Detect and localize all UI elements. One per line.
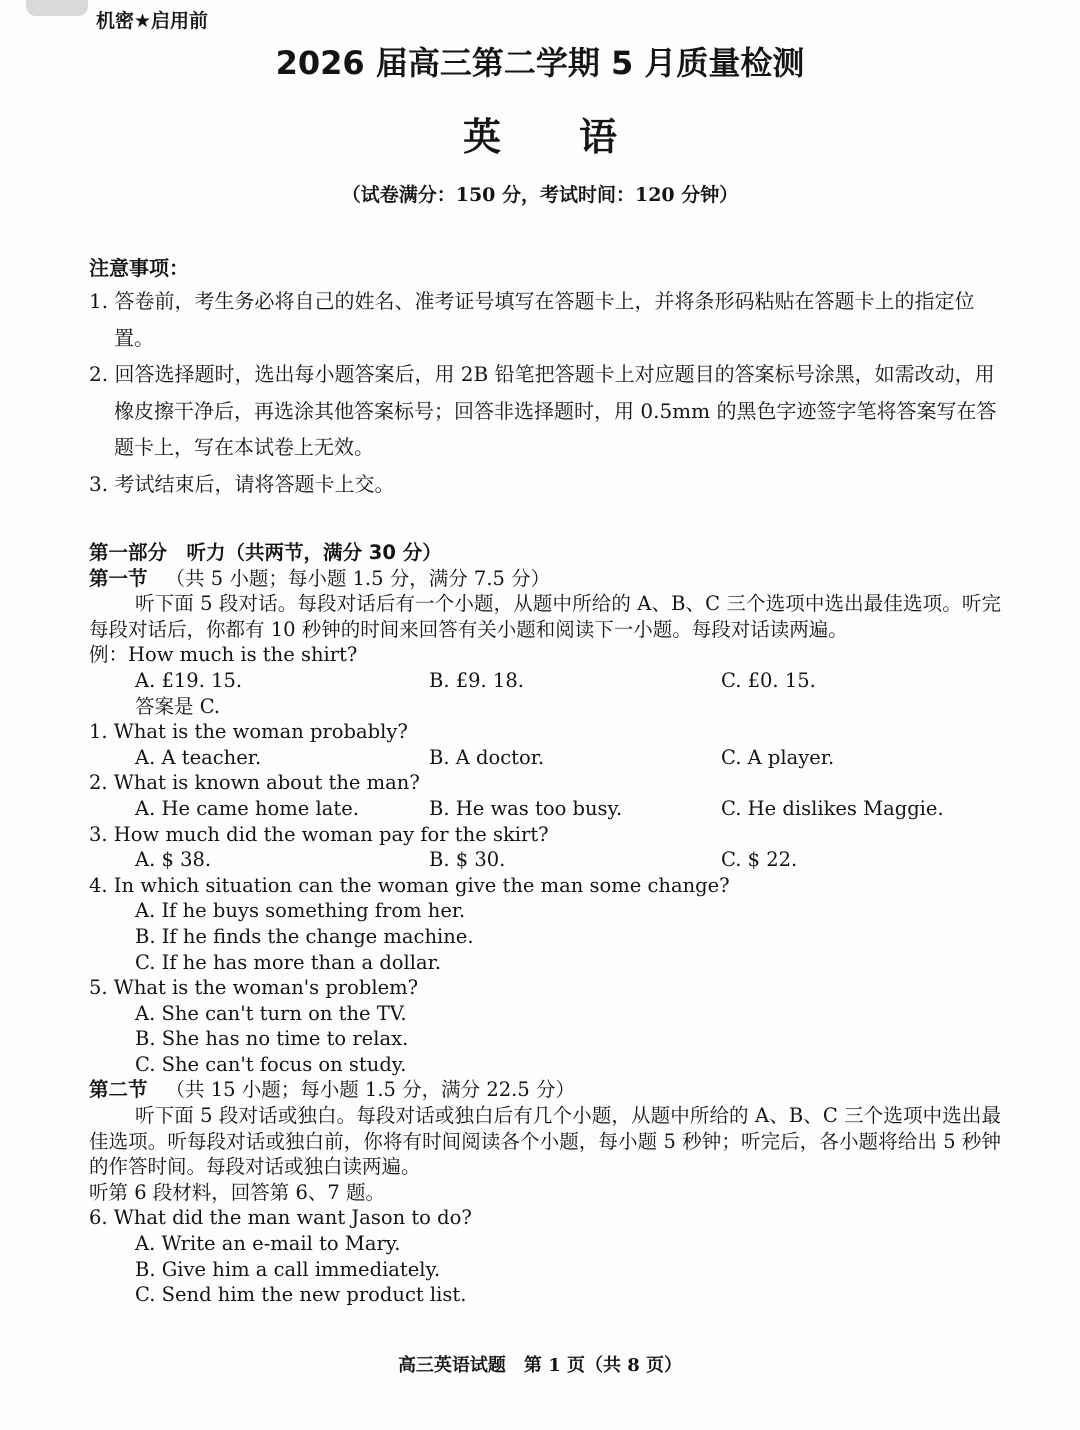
option-a: A. She can't turn on the TV. xyxy=(135,1001,407,1025)
option-a: A. If he buys something from her. xyxy=(135,899,466,923)
question-5: 5. What is the woman's problem? xyxy=(89,976,419,1000)
option-c: C. Send him the new product list. xyxy=(135,1283,467,1307)
option-c: C. $ 22. xyxy=(721,848,798,872)
scan-corner-mark xyxy=(26,0,88,16)
option-b: B. $ 30. xyxy=(429,848,506,872)
option-b: B. A doctor. xyxy=(429,745,545,769)
exam-title: 2026 届高三第二学期 5 月质量检测 xyxy=(275,44,805,82)
question-2: 2. What is known about the man? xyxy=(89,771,420,795)
option-b: B. She has no time to relax. xyxy=(135,1027,409,1051)
option-a: A. $ 38. xyxy=(135,848,212,872)
option-b: B. £9. 18. xyxy=(429,668,524,692)
question-3-options xyxy=(89,847,1001,873)
listening-part xyxy=(89,540,1001,1308)
option-c: C. He dislikes Maggie. xyxy=(721,796,944,820)
option-c: C. A player. xyxy=(721,745,835,769)
question-1: 1. What is the woman probably? xyxy=(89,720,408,744)
option-a: A. Write an e-mail to Mary. xyxy=(135,1232,401,1256)
option-b: B. Give him a call immediately. xyxy=(135,1257,441,1281)
note-item: 1. 答卷前，考生务必将自己的姓名、准考证号填写在答题卡上，并将条形码粘贴在答题卡上的指定位置。 xyxy=(89,289,975,350)
option-a: A. £19. 15. xyxy=(135,668,243,692)
notes-heading: 注意事项： xyxy=(89,256,189,280)
section2-title: 第二节 xyxy=(89,1078,148,1102)
question-6: 6. What did the man want Jason to do? xyxy=(89,1206,472,1230)
note-item: 3. 考试结束后，请将答题卡上交。 xyxy=(89,471,395,496)
subject-title: 英语 xyxy=(462,115,695,159)
question-4: 4. In which situation can the woman give the man some change? xyxy=(89,873,730,897)
note-item: 2. 回答选择题时，选出每小题答案后，用 2B 铅笔把答题卡上对应题目的答案标号涂黑，如需改动，用橡皮擦干净后，再选涂其他答案标号；回答非选择题时，用 0.5mm 的黑色字迹签字笔将答案写在答题卡上，写在本试卷上无效。 xyxy=(89,362,997,459)
material-intro: 听第 6 段材料，回答第 6、7 题。 xyxy=(89,1180,386,1204)
option-c: C. She can't focus on study. xyxy=(135,1052,407,1076)
option-a: A. A teacher. xyxy=(135,745,262,769)
page-footer: 高三英语试题 第 1 页（共 8 页） xyxy=(397,1355,683,1376)
section2-instructions: 听下面 5 段对话或独白。每段对话或独白后有几个小题，从题中所给的 A、B、C 三个选项中选出最佳选项。听每段对话或独白前，你将有时间阅读各个小题，每小题 5 秒钟；听完后，各小题将给出 5 秒钟的作答时间。每段对话或独白读两遍。 xyxy=(89,1104,1001,1179)
option-c: C. £0. 15. xyxy=(721,668,816,692)
section1-instructions: 听下面 5 段对话。每段对话后有一个小题，从题中所给的 A、B、C 三个选项中选出最佳选项。听完每段对话后，你都有 10 秒钟的时间来回答有关小题和阅读下一小题。每段对话读两遍。 xyxy=(89,592,1001,641)
option-a: A. He came home late. xyxy=(135,796,359,820)
option-c: C. If he has more than a dollar. xyxy=(135,950,442,974)
question-3: 3. How much did the woman pay for the skirt? xyxy=(89,822,549,846)
question-2-options xyxy=(89,796,1001,822)
exam-info: （试卷满分：150 分，考试时间：120 分钟） xyxy=(341,184,739,206)
example-question: 例：How much is the shirt? xyxy=(89,643,358,667)
part1-heading: 第一部分 听力（共两节，满分 30 分） xyxy=(89,541,442,564)
confidential-label: 机密★启用前 xyxy=(96,10,209,32)
section1-description: （共 5 小题；每小题 1.5 分，满分 7.5 分） xyxy=(165,566,551,590)
section2-heading xyxy=(89,1077,1001,1103)
section1-title: 第一节 xyxy=(89,566,148,590)
option-b: B. If he finds the change machine. xyxy=(135,924,474,948)
notes-list xyxy=(89,283,1001,502)
example-answer: 答案是 C. xyxy=(135,694,221,718)
question-1-options xyxy=(89,745,1001,771)
example-options xyxy=(89,668,1001,694)
section2-description: （共 15 小题；每小题 1.5 分，满分 22.5 分） xyxy=(165,1078,575,1102)
option-b: B. He was too busy. xyxy=(429,796,623,820)
section1-heading xyxy=(89,566,1001,592)
